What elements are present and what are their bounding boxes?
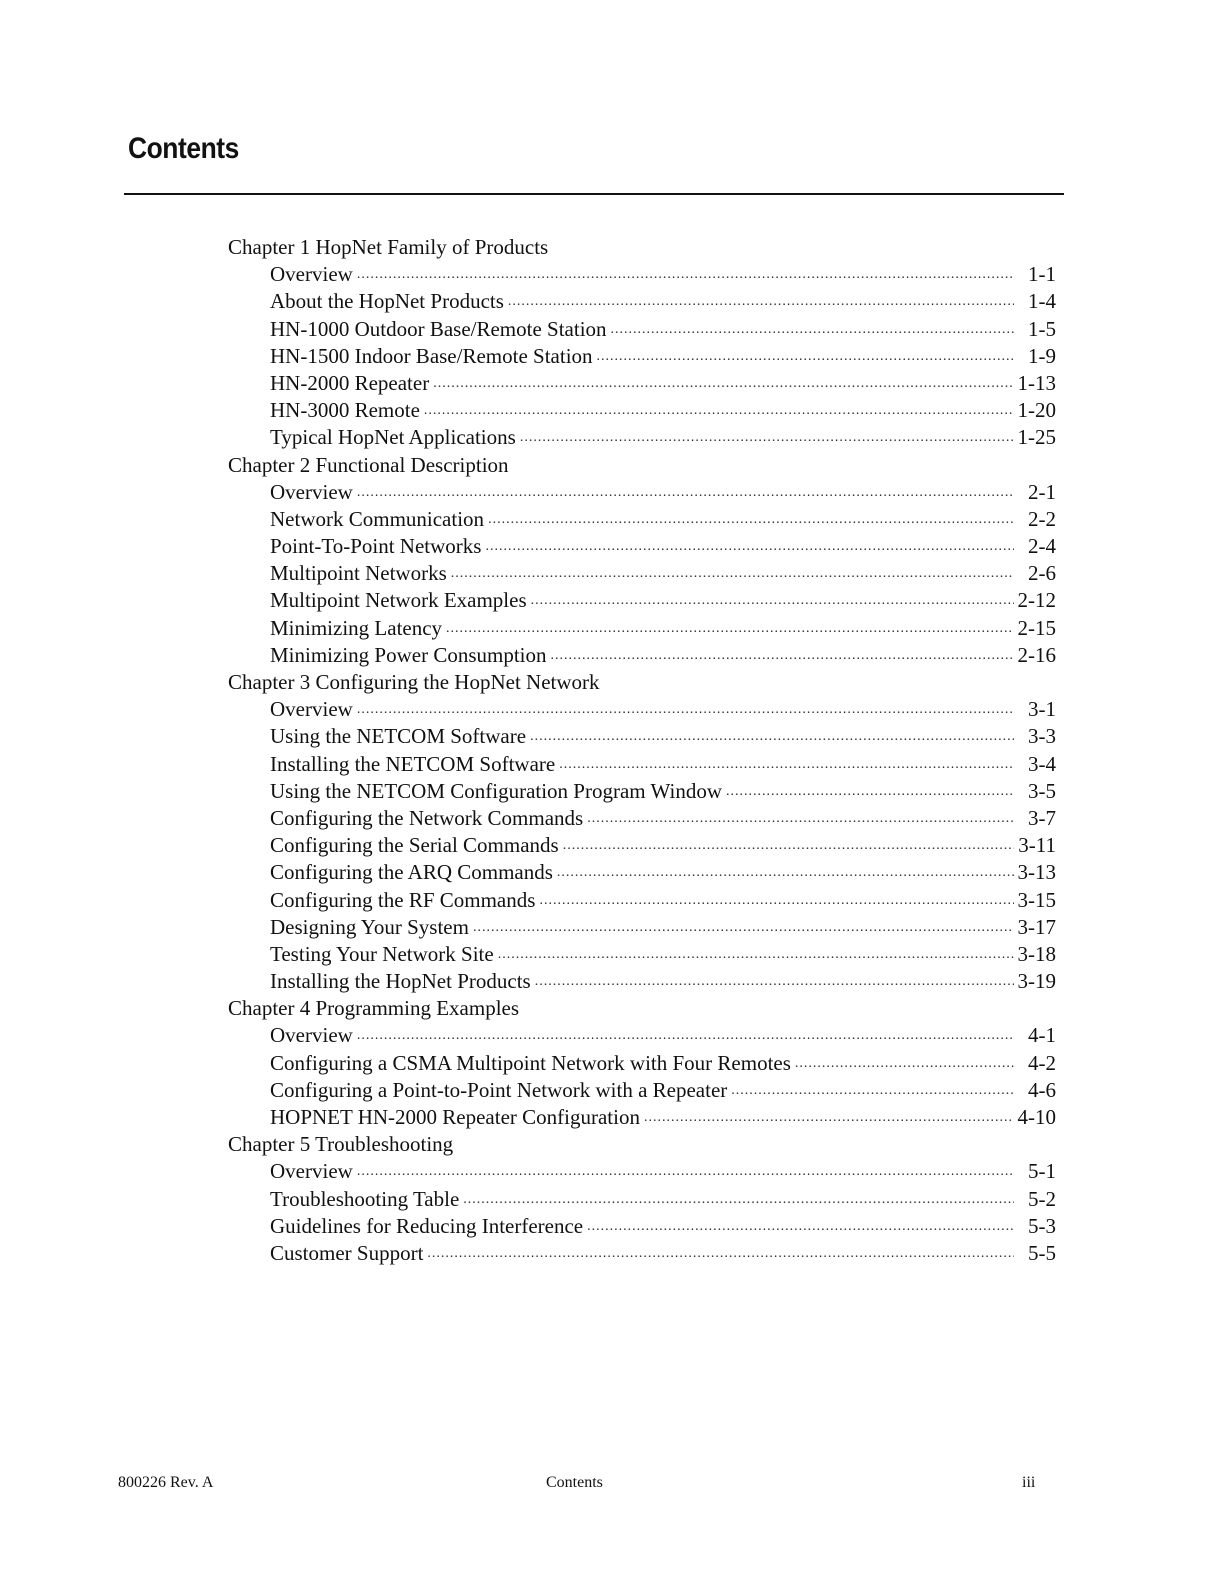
toc-entry[interactable] bbox=[270, 968, 1056, 995]
dot-leader bbox=[795, 1050, 1014, 1077]
dot-leader bbox=[530, 723, 1014, 750]
toc-entry-title: Multipoint Networks bbox=[270, 561, 447, 586]
dot-leader bbox=[559, 751, 1014, 778]
toc-entry-title: Installing the NETCOM Software bbox=[270, 751, 556, 776]
toc-entry-title: HN-1000 Outdoor Base/Remote Station bbox=[270, 316, 607, 341]
toc-entry-title: Overview bbox=[270, 479, 353, 504]
toc-entry-page: 4-6 bbox=[1028, 1077, 1056, 1102]
toc-entry-title: Network Communication bbox=[270, 506, 485, 531]
dot-leader bbox=[433, 370, 1013, 397]
toc-entry-title: Minimizing Latency bbox=[270, 615, 443, 640]
toc-entry[interactable] bbox=[270, 751, 1056, 778]
toc-entry-page: 1-1 bbox=[1028, 262, 1056, 287]
toc-entry-title: Configuring the Network Commands bbox=[270, 805, 584, 830]
toc-entry-title: About the HopNet Products bbox=[270, 289, 504, 314]
toc-entry-page: 1-20 bbox=[1017, 398, 1056, 423]
dot-leader bbox=[587, 805, 1014, 832]
toc-entry[interactable] bbox=[270, 832, 1056, 859]
toc-entry[interactable] bbox=[270, 560, 1056, 587]
toc-entry-page: 1-9 bbox=[1028, 343, 1056, 368]
toc-entry[interactable] bbox=[270, 1022, 1056, 1049]
dot-leader bbox=[488, 506, 1014, 533]
footer-section: Contents bbox=[546, 1474, 603, 1491]
toc-entry-page: 2-1 bbox=[1028, 479, 1056, 504]
toc-entry-title: HN-1500 Indoor Base/Remote Station bbox=[270, 343, 593, 368]
dot-leader bbox=[427, 1240, 1014, 1267]
toc-entry-title: Guidelines for Reducing Interference bbox=[270, 1213, 584, 1238]
dot-leader bbox=[357, 479, 1014, 506]
toc-entry-page: 3-17 bbox=[1017, 914, 1056, 939]
toc-entry[interactable] bbox=[270, 261, 1056, 288]
toc-entry-title: Using the NETCOM Software bbox=[270, 724, 527, 749]
dot-leader bbox=[357, 1158, 1014, 1185]
toc-entry-page: 5-5 bbox=[1028, 1240, 1056, 1265]
title-divider bbox=[124, 193, 1064, 195]
page-title: Contents bbox=[128, 132, 239, 165]
toc-entry[interactable] bbox=[270, 1213, 1056, 1240]
toc-chapter-heading[interactable]: Chapter 1 HopNet Family of Products bbox=[228, 235, 549, 259]
toc-entry-title: Overview bbox=[270, 697, 353, 722]
dot-leader bbox=[357, 1022, 1014, 1049]
toc-entry-title: Configuring a Point-to-Point Network with a Repeater bbox=[270, 1077, 728, 1102]
toc-entry[interactable] bbox=[270, 397, 1056, 424]
toc-chapter-heading[interactable]: Chapter 2 Functional Description bbox=[228, 452, 509, 477]
toc-entry-title: Overview bbox=[270, 262, 353, 287]
toc-entry[interactable] bbox=[270, 642, 1056, 669]
toc-entry-page: 3-19 bbox=[1017, 969, 1056, 994]
toc-entry-title: Configuring the RF Commands bbox=[270, 887, 536, 912]
toc-entry[interactable] bbox=[270, 914, 1056, 941]
toc-entry-title: Multipoint Network Examples bbox=[270, 588, 527, 613]
footer-doc-number: 800226 Rev. A bbox=[118, 1474, 214, 1491]
toc-entry[interactable] bbox=[270, 587, 1056, 614]
toc-entry-page: 3-7 bbox=[1028, 805, 1056, 830]
toc-entry[interactable] bbox=[270, 887, 1056, 914]
toc-entry-page: 1-13 bbox=[1017, 370, 1056, 395]
dot-leader bbox=[498, 941, 1014, 968]
toc-entry-title: Typical HopNet Applications bbox=[270, 425, 516, 450]
toc-entry-title: Using the NETCOM Configuration Program Window bbox=[270, 778, 722, 803]
toc-entry-title: Minimizing Power Consumption bbox=[270, 642, 547, 667]
toc-entry-page: 3-15 bbox=[1017, 887, 1056, 912]
toc-entry-page: 2-15 bbox=[1017, 615, 1056, 640]
toc-entry[interactable] bbox=[270, 696, 1056, 723]
toc-entry-title: HN-2000 Repeater bbox=[270, 370, 430, 395]
toc-entry[interactable] bbox=[270, 723, 1056, 750]
toc-entry[interactable] bbox=[270, 479, 1056, 506]
toc-entry-page: 3-1 bbox=[1028, 697, 1056, 722]
toc-entry-page: 2-6 bbox=[1028, 561, 1056, 586]
toc-entry-title: Overview bbox=[270, 1023, 353, 1048]
toc-entry-title: Overview bbox=[270, 1159, 353, 1184]
toc-entry-title: Installing the HopNet Products bbox=[270, 969, 531, 994]
toc-entry-page: 5-3 bbox=[1028, 1213, 1056, 1238]
toc-entry[interactable] bbox=[270, 941, 1056, 968]
toc-entry[interactable] bbox=[270, 1104, 1056, 1131]
toc-entry-page: 5-2 bbox=[1028, 1186, 1056, 1211]
dot-leader bbox=[508, 288, 1014, 315]
toc-entry[interactable] bbox=[270, 1186, 1056, 1213]
toc-entry-page: 4-10 bbox=[1017, 1105, 1056, 1129]
footer-page-number: iii bbox=[1022, 1474, 1036, 1491]
dot-leader bbox=[451, 560, 1014, 587]
toc-entry-page: 3-11 bbox=[1018, 833, 1056, 858]
toc-entry-page: 3-4 bbox=[1028, 751, 1056, 776]
toc-entry-page: 3-18 bbox=[1017, 941, 1056, 966]
dot-leader bbox=[563, 832, 1014, 859]
toc-entry-page: 4-2 bbox=[1028, 1050, 1056, 1075]
toc-entry[interactable] bbox=[270, 778, 1056, 805]
toc-entry-page: 1-5 bbox=[1028, 316, 1056, 341]
toc-entry[interactable] bbox=[270, 506, 1056, 533]
toc-entry-title: HN-3000 Remote bbox=[270, 398, 420, 423]
toc-entry[interactable] bbox=[270, 1050, 1056, 1077]
toc-entry-title: Configuring the Serial Commands bbox=[270, 833, 559, 858]
toc-entry[interactable] bbox=[270, 343, 1056, 370]
toc-entry-page: 2-16 bbox=[1017, 642, 1056, 667]
toc-entry-page: 3-13 bbox=[1017, 860, 1056, 885]
toc-entry-title: HOPNET HN-2000 Repeater Configuration bbox=[270, 1105, 640, 1129]
dot-leader bbox=[539, 887, 1013, 914]
toc-entry[interactable] bbox=[270, 615, 1056, 642]
toc-entry-title: Configuring a CSMA Multipoint Network with Four Remotes bbox=[270, 1050, 791, 1075]
toc-entry[interactable] bbox=[270, 1158, 1056, 1185]
dot-leader bbox=[557, 859, 1014, 886]
toc-entry-page: 2-4 bbox=[1028, 534, 1056, 559]
toc-entry[interactable] bbox=[270, 316, 1056, 343]
toc-entry-title: Point-To-Point Networks bbox=[270, 534, 482, 559]
toc-entry[interactable] bbox=[270, 1240, 1056, 1267]
toc-entry-page: 3-5 bbox=[1028, 778, 1056, 803]
dot-leader bbox=[424, 397, 1014, 424]
toc-entry-title: Troubleshooting Table bbox=[270, 1186, 460, 1211]
toc-entry-page: 5-1 bbox=[1028, 1159, 1056, 1184]
toc-entry[interactable] bbox=[270, 805, 1056, 832]
toc-entry[interactable] bbox=[270, 288, 1056, 315]
dot-leader bbox=[731, 1077, 1014, 1104]
dot-leader bbox=[597, 343, 1014, 370]
toc-entry[interactable] bbox=[270, 370, 1056, 397]
dot-leader bbox=[463, 1186, 1014, 1213]
dot-leader bbox=[520, 424, 1014, 451]
toc-entry[interactable] bbox=[270, 859, 1056, 886]
toc-entry[interactable] bbox=[270, 424, 1056, 451]
dot-leader bbox=[446, 615, 1013, 642]
toc-entry-page: 1-25 bbox=[1017, 425, 1056, 450]
toc-chapter-heading[interactable]: Chapter 4 Programming Examples bbox=[228, 996, 520, 1021]
dot-leader bbox=[357, 696, 1014, 723]
dot-leader bbox=[357, 261, 1014, 288]
dot-leader bbox=[726, 778, 1014, 805]
table-of-contents bbox=[228, 234, 1056, 1267]
toc-entry-title: Designing Your System bbox=[270, 914, 469, 939]
dot-leader bbox=[531, 587, 1014, 614]
toc-entry-page: 2-12 bbox=[1017, 588, 1056, 613]
dot-leader bbox=[485, 533, 1014, 560]
dot-leader bbox=[587, 1213, 1014, 1240]
toc-entry-page: 3-3 bbox=[1028, 724, 1056, 749]
dot-leader bbox=[535, 968, 1014, 995]
dot-leader bbox=[611, 316, 1014, 343]
toc-chapter-heading[interactable]: Chapter 3 Configuring the HopNet Network bbox=[228, 670, 600, 694]
toc-entry-page: 2-2 bbox=[1028, 506, 1056, 531]
toc-entry-page: 4-1 bbox=[1028, 1023, 1056, 1048]
dot-leader bbox=[644, 1104, 1014, 1131]
toc-entry[interactable] bbox=[270, 1077, 1056, 1104]
toc-entry-title: Testing Your Network Site bbox=[270, 941, 494, 966]
toc-entry-page: 1-4 bbox=[1028, 289, 1056, 314]
dot-leader bbox=[551, 642, 1014, 669]
toc-entry[interactable] bbox=[270, 533, 1056, 560]
toc-chapter-heading[interactable]: Chapter 5 Troubleshooting bbox=[228, 1132, 454, 1157]
toc-entry-title: Configuring the ARQ Commands bbox=[270, 860, 553, 885]
dot-leader bbox=[473, 914, 1014, 941]
toc-entry-title: Customer Support bbox=[270, 1240, 424, 1265]
